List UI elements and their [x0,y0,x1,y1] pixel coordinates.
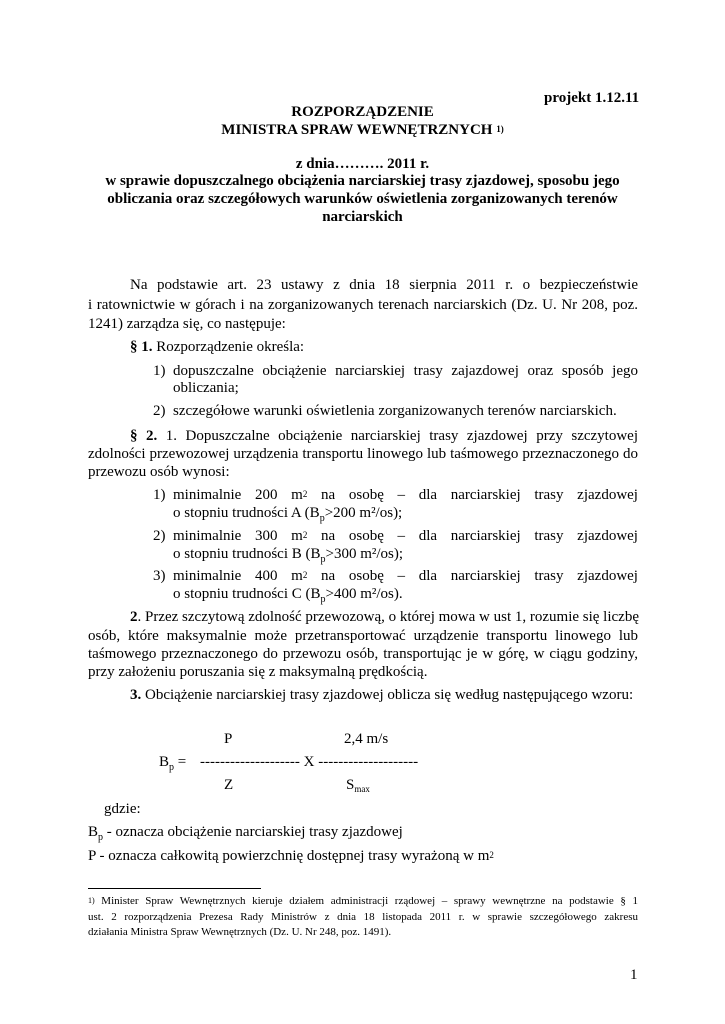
par2-pt3 [130,686,633,704]
par1-item2-line1: szczegółowe warunki oświetlenia zorganizowanych terenów narciarskich. [173,403,617,419]
par1-mark: § 1. [130,339,153,355]
par2-item3-sub: p [320,594,326,605]
par1-text: Rozporządzenie określa: [152,339,305,355]
formula-p: P [224,731,233,747]
page-number: 1 [630,967,638,983]
formula-z: Z [224,777,234,793]
par2-pt2-line-2: osób, które maksymalnie może przetransportować urządzenie transportu linowego lub [88,628,638,644]
par2-item1-num: 1) [153,487,166,503]
footnote-line-1 [88,894,638,909]
subject-line-2: obliczania oraz szczegółowych warunków oświetlenia zorganizowanych terenów [107,191,618,207]
definition-p-sup: 2 [489,850,494,860]
par2-line-1 [130,427,638,445]
par2-item3-sup: 2 [302,570,308,580]
par2-pt2-line-1 [130,608,638,626]
title-footnote-mark: 1) [496,124,504,134]
definition-bp-text: - oznacza obciążenie narciarskiej trasy zjazdowej [103,824,403,840]
intro-line-2: i ratownictwie w górach i na zorganizowanych terenach narciarskich (Dz. U. Nr 208, poz. [88,297,638,313]
title-line-1: ROZPORZĄDZENIE [291,104,434,120]
par2-item3-text-a: minimalnie 400 m [173,568,303,584]
par2-mark: § 2. [130,428,158,444]
title-text: MINISTRA SPRAW WEWNĘTRZNYCH [221,122,493,138]
par2-item2-sup: 2 [302,530,308,540]
par2-pt2-line-4: przy założeniu poruszania się z maksymalną prędkością. [88,664,428,680]
par1-item2-num: 2) [153,403,166,419]
definition-p-text: P - oznacza całkowitą powierzchnię dostępnej trasy wyrażoną w m [88,848,490,864]
par1-item1-line2: obliczania; [173,380,239,396]
par2-item1-line2-a: o stopniu trudności A (B [173,505,320,521]
par2-item3-line2-b: >400 m²/os). [325,586,403,602]
formula-speed: 2,4 m/s [344,731,389,747]
formula-dashes-left: -------------------- [200,754,300,770]
formula-s: S [346,777,355,793]
par2-item1-text-a: minimalnie 200 m [173,487,303,503]
par1-item1-num: 1) [153,363,166,379]
footnote-separator [88,888,261,889]
gdzie-label: gdzie: [104,801,141,817]
formula-bp-sub: p [169,762,175,773]
formula-dashes-right: -------------------- [318,754,419,770]
formula-bp [159,753,186,773]
par2-pt3-mark: 3. [130,687,142,703]
par2-pt2-line-3: taśmowego przeznaczonego do przewozu osób, transportując je w górę, w ciągu godziny, [88,646,638,662]
subject-line-1: w sprawie dopuszczalnego obciążenia narciarskiej trasy zjazdowej, sposobu jego [105,173,620,189]
definition-p [88,847,494,865]
par2-item1-sup: 2 [302,489,308,499]
par2-item2-text-a: minimalnie 300 m [173,528,303,544]
intro-line-3: 1241) zarządza się, co następuje: [88,316,286,332]
par2-pt2-mark: 2 [130,609,138,625]
intro-line-1: Na podstawie art. 23 ustawy z dnia 18 sierpnia 2011 r. o bezpieczeństwie [130,277,638,293]
formula-fraction-line [200,753,418,771]
par2-item3-line2-a: o stopniu trudności C (B [173,586,321,602]
project-label: projekt 1.12.11 [544,90,640,106]
par2-item3-line2 [173,585,403,605]
par2-item3-text-b: na osobę – dla narciarskiej trasy zjazdowej [307,568,638,584]
par2-item3-num: 3) [153,568,166,584]
par2-line-3: przewozu osób wynosi: [88,464,230,480]
definition-bp-b: B [88,824,99,840]
par2-line-2: zdolności przewozowej urządzenia transportu linowego lub taśmowego przeznaczonego do [88,446,638,462]
par2-item1-line2-b: >200 m²/os); [324,505,403,521]
par2-item1-line1 [173,486,638,504]
subject-line-3: narciarskich [322,209,403,225]
definition-bp [88,823,403,843]
par2-line1-text: 1. Dopuszczalne obciążenie narciarskiej trasy zjazdowej przy szczytowej [157,428,638,444]
par1-item1-line1: dopuszczalne obciążenie narciarskiej trasy zajazdowej oraz sposób jego [173,363,638,379]
par2-item2-line2 [173,545,403,565]
par2-item2-text-b: na osobę – dla narciarskiej trasy zjazdowej [307,528,638,544]
formula-times: X [299,754,319,770]
footnote-line1-text: Minister Spraw Wewnętrznych kieruje działem administracji rządowej – sprawy wewnętrzne na podstawie § 1 [94,895,638,907]
par2-item1-line2 [173,504,402,524]
par2-pt3-text: Obciążenie narciarskiej trasy zjazdowej oblicza się według następującego wzoru: [141,687,634,703]
par2-item2-line2-a: o stopniu trudności B (B [173,546,321,562]
formula-s-sub: max [354,784,370,794]
definition-bp-sub: p [98,832,104,843]
par2-item2-sub: p [320,554,326,565]
formula-bp-b: B [159,754,170,770]
par1-heading [130,338,304,356]
footnote-line-3: działania Ministra Spraw Wewnętrznych (Dz. U. Nr 248, poz. 1491). [88,926,392,938]
footnote-mark: 1) [88,896,95,905]
par2-item1-text-b: na osobę – dla narciarskiej trasy zjazdowej [307,487,638,503]
par2-item3-line1 [173,567,638,585]
par2-item2-num: 2) [153,528,166,544]
par2-item2-line1 [173,527,638,545]
par2-item2-line2-b: >300 m²/os); [325,546,404,562]
date-line: z dnia………. 2011 r. [295,156,430,172]
formula-smax [346,776,370,795]
formula-bp-eq: = [174,754,187,770]
title-line-2 [0,121,725,139]
footnote-line-2: ust. 2 rozporządzenia Prezesa Rady Ministrów z dnia 18 listopada 2011 r. w sprawie szczegółowego zakresu [88,911,638,923]
par2-item1-sub: p [319,513,325,524]
par2-pt2-line1-text: . Przez szczytową zdolność przewozową, o której mowa w ust 1, rozumie się liczbę [137,609,639,625]
